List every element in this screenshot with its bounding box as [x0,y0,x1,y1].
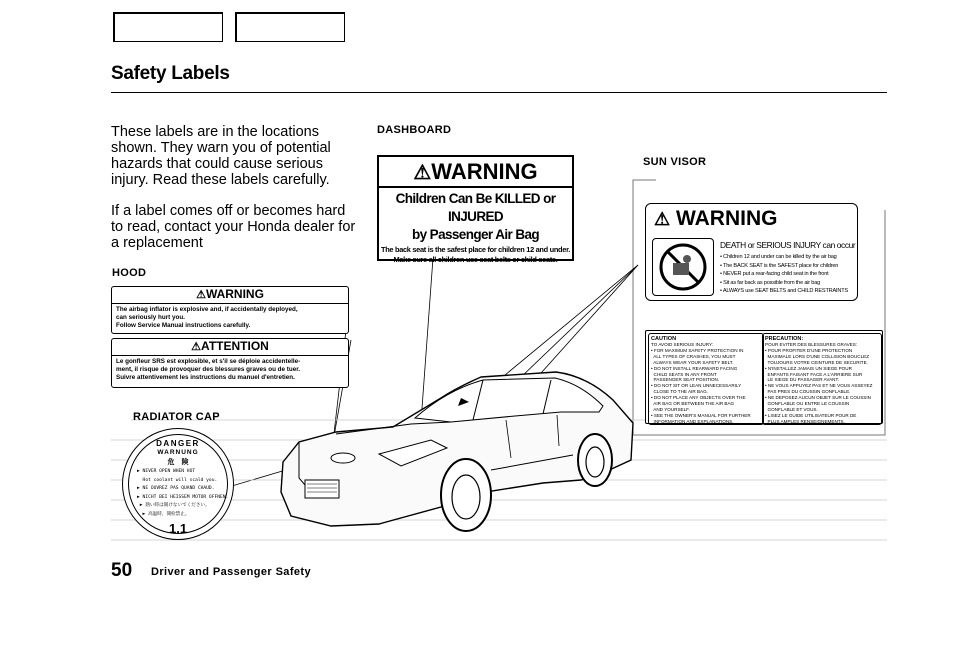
caution-en-title: CAUTION [651,336,677,342]
sun-visor-bullet: • ALWAYS use SEAT BELTS and CHILD RESTRAINTS [720,288,848,295]
caption-sun-visor: SUN VISOR [643,156,707,168]
radiator-line: ▶ NE OUVREZ PAS QUAND CHAUD. [137,486,215,492]
dashboard-warning-text: WARNING [431,159,538,184]
hood-attention-text: ATTENTION [201,339,269,353]
dashboard-line-3: The back seat is the safest place for children 12 and under. [380,245,570,254]
nav-tab-2[interactable] [235,12,345,42]
caution-en-text: TO AVOID SERIOUS INJURY: • FOR MAXIMUM SAFETY PROTECTION IN ALL TYPES OF CRASHES, YOU MUST ALWAYS WEAR YOUR SAFETY BELT. • DO NOT INSTALL REARWARD FACING CHILD SEATS IN ANY FRONT PASSENGER SEAT POSITION. • DO NOT SIT OR LEAN UNNECESSARILY CLOSE TO THE AIR BAG. • DO NOT PLACE ANY OBJECTS OVER THE AIR BAG OR BETWEEN THE AIR BAG AND YOURSELF. • SEE THE OWNER'S MANUAL FOR FURTHER INFORMATION AND EXPLANATIONS. [651,342,751,424]
dashboard-line-2: by Passenger Air Bag [411,227,540,242]
caption-dashboard: DASHBOARD [377,124,452,136]
hood-attention-header [112,339,348,356]
radiator-jp: 危 険 [167,459,189,466]
radiator-line: ▶ 高温時、開栓禁止。 [137,511,190,517]
hood-en-line-2: can seriously hurt you. [116,314,185,322]
caution-fr-title: PRECAUTION: [765,336,804,342]
sun-visor-warning-header [654,206,857,232]
intro-paragraph: These labels are in the locations shown. They warn you of potential hazards that could cause serious injury. Read these labels carefully. [111,124,331,188]
sun-visor-bullets [720,253,848,296]
title-divider [111,92,887,93]
warning-triangle-icon: ⚠ [191,341,202,353]
warning-triangle-icon: ⚠ [196,289,206,301]
dashboard-warning-header [379,159,572,188]
hood-fr-line-1: Le gonfleur SRS est explosible, et s'il se déploie accidentelle- [116,358,301,365]
sun-visor-bullet: • Sit as far back as possible from the air bag [720,279,821,286]
sun-visor-bullet: • Children 12 and under can be killed by the air bag [720,254,837,260]
sun-visor-line-1: DEATH or SERIOUS INJURY can occur [720,240,856,250]
radiator-line: ▶ 熱い時は開けないでください。 [137,503,210,509]
caution-fr-panel [762,333,882,425]
hood-attention-label [111,338,349,388]
hood-warning-text: WARNING [205,287,264,301]
replacement-paragraph: If a label comes off or becomes hard to read, contact your Honda dealer for a replacement [111,203,356,251]
hood-en-line-3: Follow Service Manual instructions carefully. [116,322,251,330]
sun-visor-bullet: • The BACK SEAT is the SAFEST place for children [720,262,839,269]
caption-radiator-cap: RADIATOR CAP [133,411,220,423]
dashboard-line-1: Children Can Be KILLED or INJURED [395,191,556,224]
caution-bilingual-label [645,330,883,424]
hood-en-line-1: The airbag inflator is explosive and, if accidentally deployed, [116,306,298,313]
hood-warning-label [111,286,349,334]
radiator-lines [137,468,228,520]
sun-visor-bullet: • NEVER put a rear-facing child seat in the front [720,271,829,278]
dashboard-line-4: Make sure all children use seat belts or child seats. [393,255,558,264]
radiator-line: ▶ NICHT BEI HEISSEM MOTOR OFFNEN. [137,494,229,500]
radiator-danger: DANGER [156,439,200,448]
hood-fr-line-2: ment, il risque de provoquer des blessures graves ou de tuer. [116,366,301,374]
nav-tab-1[interactable] [113,12,223,42]
dashboard-warning-label [377,155,574,264]
caption-hood: HOOD [112,267,147,279]
page-title: Safety Labels [111,63,230,84]
warning-triangle-icon: ⚠ [413,162,432,184]
hood-fr-line-3: Suivre attentivement les instructions du manuel d'entretien. [116,374,295,382]
sun-visor-warning-text: WARNING [675,207,778,230]
hood-warning-header [112,287,348,304]
section-name: Driver and Passenger Safety [151,566,311,578]
warning-triangle-icon: ⚠ [654,209,671,229]
radiator-line: Hot coolant will scald you. [142,477,218,483]
radiator-warnung: WARNUNG [157,449,199,456]
page-number: 50 [111,560,133,581]
radiator-cap-label [122,428,234,540]
radiator-line: ▶ NEVER OPEN WHEN HOT [137,469,196,474]
radiator-pressure-value: 1.1 [169,521,188,536]
caution-fr-text: POUR EVITER DES BLESSURES GRAVES: • POUR PROFITER D'UNE PROTECTION MAXIMALE LORS D'UNE COLLISION BOUCLEZ TOUJOURS VOTRE CEINTURE DE SECURITE. • N'INSTALLEZ JAMAIS UN SIEGE POUR ENFANTS FAISANT FACE A L'ARRIERE SUR LE SIEGE DU PASSAGER AVANT. • NE VOUS APPUYEZ PAS ET NE VOUS ASSEYEZ PAS PRES DU COUSSIN GONFLABLE. • NE DEPOSEZ AUCUN OBJET SUR LE COUSSIN GONFLABLE OU ENTRE LE COUSSIN GONFLABLE ET VOUS. • LISEZ LE GUIDE UTILISATEUR POUR DE PLUS AMPLES RENSEIGNEMENTS. [765,342,873,424]
sun-visor-warning-label [645,203,858,301]
no-child-seat-icon [652,238,714,296]
caution-en-panel [648,333,764,425]
